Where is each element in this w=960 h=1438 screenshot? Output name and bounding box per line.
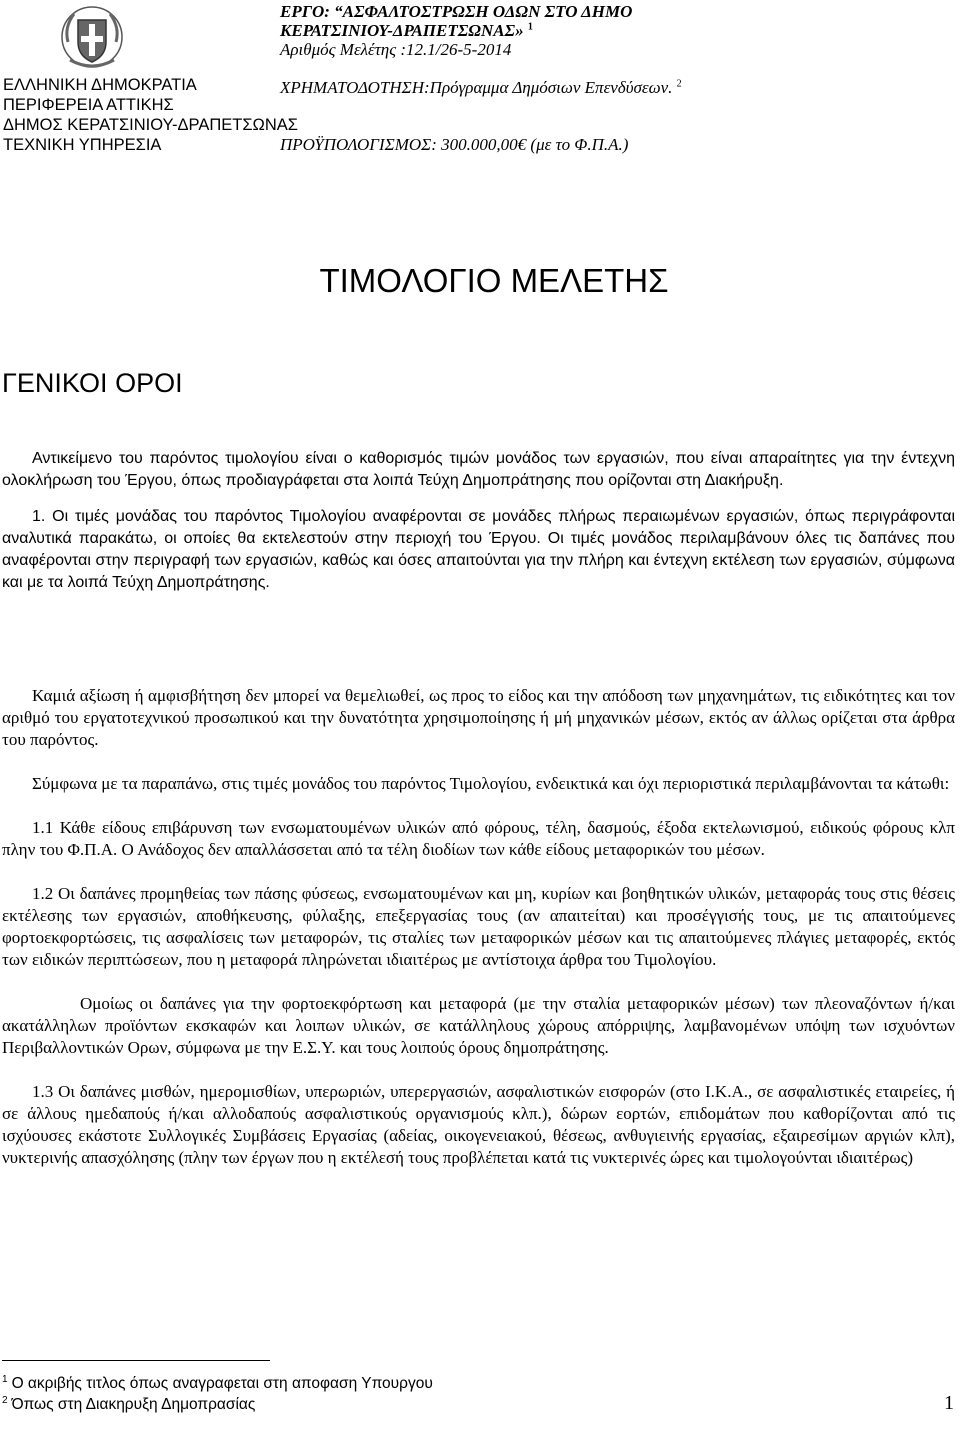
paragraph-1-3: 1.3 Οι δαπάνες μισθών, ημερομισθίων, υπερωριών, υπερεργασιών, ασφαλιστικών εισφορών (στο Ι.Κ.Α., σε ασφαλιστικές εταιρείες, ή σε άλλους ημεδαπούς ή/και αλλοδαπούς ασφαλιστικούς οργανισμούς κλπ.), δώρων εορτών, επιδομάτων που καθορίζονται από τις ισχύουσες εκάστοτε Συλλογικές Συμβάσεις Εργασίας (αδείας, οικογενειακού, θέσεως, ανθυγιεινής εργασίας, εξαιρεσίμων αργιών κλπ), νυκτερινής απασχόλησης (πλην των έργων που η εκτέλεσή τους προβλέπεται κατά τις νυκτερινές ώρες και τιμολογούνται ιδιαιτέρως) [2, 1082, 955, 1167]
project-title-line2: ΚΕΡΑΤΣΙΝΙΟΥ-ΔΡΑΠΕΤΣΩΝΑΣ» [280, 21, 524, 40]
footnote-number: 1 [2, 1373, 8, 1385]
page-title: ΤΙΜΟΛΟΓΙΟ ΜΕΛΕΤΗΣ [319, 262, 669, 299]
paragraph-intro: Αντικείμενο του παρόντος τιμολογίου είναι ο καθορισμός τιμών μονάδος των εργασιών, που είναι απαραίτητες για την έντεχνη ολοκλήρωση του Έργου, όπως προδιαγράφεται στα λοιπά Τεύχη Δημοπράτησης που ορίζονται στη Διακήρυξη. [2, 450, 955, 489]
footnote-text: Όπως στη Διακηρυξη Δημοπρασίας [11, 1396, 256, 1413]
page-number: 1 [944, 1392, 954, 1414]
footnote-text: Ο ακριβής τιτλος όπως αναγραφεται στη αποφαση Υπουργου [11, 1375, 433, 1392]
footnotes [2, 1373, 433, 1415]
body-sans [2, 448, 955, 594]
authority-block [3, 75, 299, 155]
footnote-2 [2, 1394, 433, 1415]
funding: ΧΡΗΜΑΤΟΔΟΤΗΣΗ:Πρόγραμμα Δημόσιων Επενδύσεων. [280, 78, 673, 97]
footnote-ref-1: 1 [527, 21, 533, 33]
footnote-1 [2, 1373, 433, 1394]
project-info [280, 2, 956, 154]
paragraph-claim: Καμιά αξίωση ή αμφισβήτηση δεν μπορεί να θεμελιωθεί, ως προς το είδος και την απόδοση των μηχανημάτων, τις ειδικότητες και τον αριθμό του εργατοτεχνικού προσωπικού και την δυνατότητα χρησιμοποίησης ή μή μηχανικών μέσων, εκτός αν άλλως ορίζεται στα άρθρα του παρόντος. [2, 686, 955, 749]
budget: ΠΡΟΫΠΟΛΟΓΙΣΜΟΣ: 300.000,00€ (με το Φ.Π.Α.) [280, 135, 629, 154]
footnote-number: 2 [2, 1394, 8, 1406]
footnote-separator [2, 1360, 270, 1361]
paragraph-1-1: 1.1 Κάθε είδους επιβάρυνση των ενσωματουμένων υλικών από φόρους, τέλη, δασμούς, έξοδα εκτελωνισμού, ειδικούς φόρους κλπ πλην του Φ.Π.Α. Ο Ανάδοχος δεν απαλλάσσεται από τα τέλη διοδίων των κάθε είδους μεταφορικών του μέσων. [2, 818, 955, 859]
paragraph-1-2: 1.2 Οι δαπάνες προμηθείας των πάσης φύσεως, ενσωματουμένων και μη, κυρίων και βοηθητικών υλικών, μεταφοράς τους στις θέσεις εκτέλεσης των εργασιών, αποθήκευσης, φύλαξης, επεξεργασίας τους (αν απαιτείται) και προσέγγισής τους, με τις απαιτούμενες φορτοεκφορτώσεις, τις ασφαλίσεις των μεταφορών, τις σταλίες των μεταφορικών μέσων και τις απαιτούμενες πλάγιες μεταφορές, εκτός των ειδικών περιπτώσεων, που η μεταφορά πληρώνεται ιδιαιτέρως με αντίστοιχα άρθρα του Τιμολογίου. [2, 884, 955, 969]
study-number: Αριθμός Μελέτης :12.1/26-5-2014 [280, 40, 512, 59]
authority-line: ΔΗΜΟΣ ΚΕΡΑΤΣΙΝΙΟΥ-ΔΡΑΠΕΤΣΩΝΑΣ [3, 116, 299, 134]
body-serif [2, 685, 955, 1191]
section-title: ΓΕΝΙΚΟΙ ΟΡΟΙ [2, 368, 183, 398]
footnote-ref-2: 2 [676, 78, 682, 90]
paragraph-similarly: Ομοίως οι δαπάνες για την φορτοεκφόρτωση και μεταφορά (με την σταλία μεταφορικών μέσων) των πλεοναζόντων ή/και ακατάλληλων προϊόντων εκσκαφών και λοιπων υλικών, σε κατάλληλους χώρους απόρριψης, λαμβανομένων υπόψη των ισχυόντων Περιβαλλοντικών Ορων, σύμφωνα με την Ε.Σ.Υ. και τους λοιπούς όρους δημοπράτησης. [2, 994, 955, 1057]
authority-line: ΕΛΛΗΝΙΚΗ ΔΗΜΟΚΡΑΤΙΑ [3, 76, 197, 94]
authority-line: ΠΕΡΙΦΕΡΕΙΑ ΑΤΤΙΚΗΣ [3, 96, 174, 114]
paragraph-accord: Σύμφωνα με τα παραπάνω, στις τιμές μονάδος του παρόντος Τιμολογίου, ενδεικτικά και όχι περιοριστικά περιλαμβάνονται τα κάτωθι: [32, 774, 950, 793]
greek-emblem-icon [60, 2, 124, 72]
authority-line: ΤΕΧΝΙΚΗ ΥΠΗΡΕΣΙΑ [3, 136, 162, 154]
paragraph-1: 1. Οι τιμές μονάδας του παρόντος Τιμολογίου αναφέρονται σε μονάδες πλήρως περαιωμένων εργασιών, όπως περιγράφονται αναλυτικά παρακάτω, οι οποίες θα εκτελεστούν στην περιοχή του Έργου. Οι τιμές μονάδος περιλαμβάνουν όλες τις δαπάνες που αναφέρονται στην περιγραφή των εργασιών, καθώς και όσες απαιτούνται για την πλήρη και έντεχνη εκτέλεση των εργασιών, σύμφωνα και με τα λοιπά Τεύχη Δημοπράτησης. [2, 508, 955, 591]
project-title-line1: ΕΡΓΟ: “ΑΣΦΑΛΤΟΣΤΡΩΣΗ ΟΔΩΝ ΣΤΟ ΔΗΜΟ [280, 2, 633, 21]
